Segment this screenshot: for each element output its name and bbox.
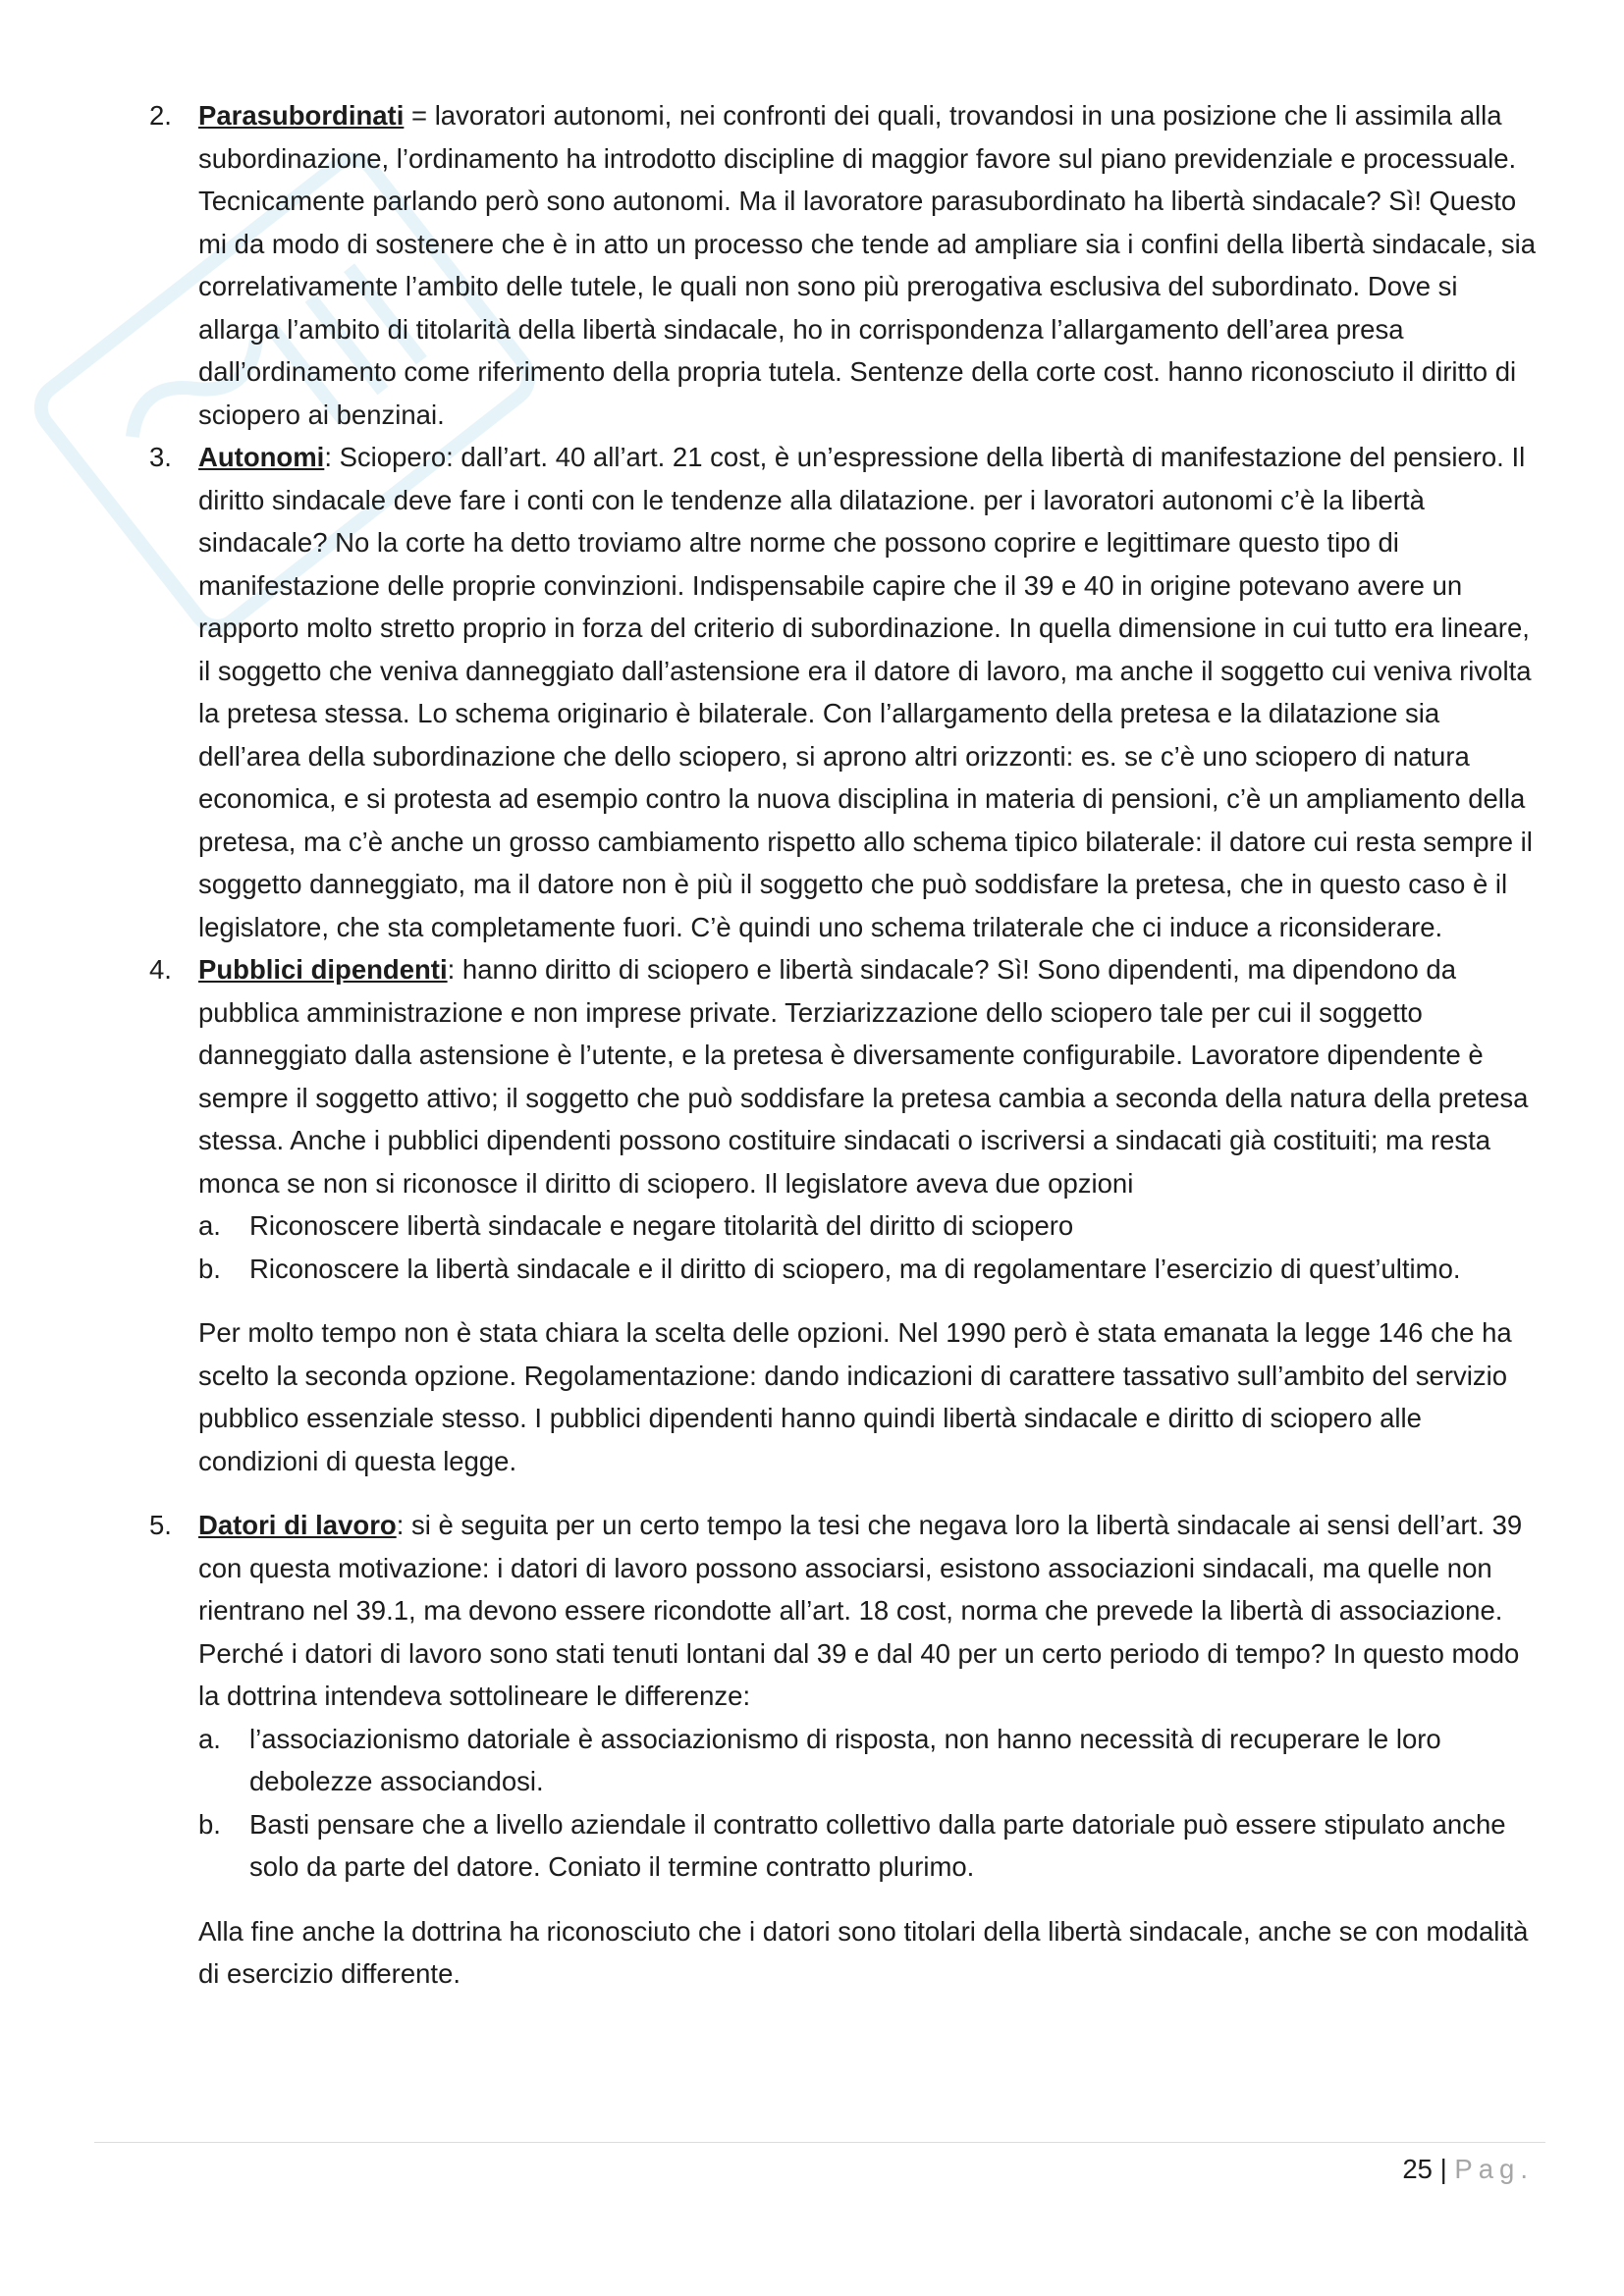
sub-item-letter: a. xyxy=(198,1210,221,1241)
item-text: : si è seguita per un certo tempo la tesi che negava loro la libertà sindacale ai sensi dell’art. 39 con questa motivazione: i datori di lavoro possono associarsi, esistono associazioni sindacali, ma quelle non rientrano nel 39.1, ma devono essere ricondotte all’art. 18 cost, norma che prevede la libertà di associazione. Perché i datori di lavoro sono stati tenuti lontani dal 39 e dal 40 per un certo periodo di tempo? In questo modo la dottrina intendeva sottolineare le differenze: xyxy=(198,1510,1523,1711)
list-item-autonomi xyxy=(149,436,1542,948)
sub-item-text: l’associazionismo datoriale è associazionismo di risposta, non hanno necessità di recuperare le loro debolezze associandosi. xyxy=(249,1723,1441,1796)
item-paragraph xyxy=(198,948,1542,1204)
sub-item xyxy=(198,1204,1542,1248)
footer-divider xyxy=(94,2142,1545,2143)
document-body xyxy=(149,94,1542,1996)
list-item-parasubordinati xyxy=(149,94,1542,436)
item-term: Datori di lavoro xyxy=(198,1510,397,1540)
page-number: 25 xyxy=(1402,2154,1433,2184)
item-term: Parasubordinati xyxy=(198,100,405,131)
footer-separator: | xyxy=(1439,2154,1447,2184)
item-number: 3. xyxy=(149,442,172,472)
item-paragraph xyxy=(198,436,1542,948)
list-item-pubblici-dipendenti xyxy=(149,948,1542,1204)
item-number: 5. xyxy=(149,1510,172,1540)
item-term: Autonomi xyxy=(198,442,325,472)
follow-paragraph: Per molto tempo non è stata chiara la scelta delle opzioni. Nel 1990 però è stata emanata la legge 146 che ha scelto la seconda opzione. Regolamentazione: dando indicazioni di carattere tassativo sull’ambito del servizio pubblico essenziale stesso. I pubblici dipendenti hanno quindi libertà sindacale e diritto di sciopero alle condizioni di questa legge. xyxy=(198,1317,1512,1476)
item-paragraph xyxy=(198,94,1542,436)
sub-item xyxy=(198,1718,1542,1803)
sub-item-letter: b. xyxy=(198,1253,221,1284)
sub-item xyxy=(198,1803,1542,1889)
item-paragraph xyxy=(198,1504,1542,1718)
sub-item xyxy=(198,1248,1542,1291)
follow-paragraph: Alla fine anche la dottrina ha riconosciuto che i datori sono titolari della libertà sindacale, anche se con modalità di esercizio differente. xyxy=(198,1915,1529,1989)
item-number: 2. xyxy=(149,100,172,131)
page-label: Pag. xyxy=(1454,2154,1534,2184)
sub-item-letter: b. xyxy=(198,1808,221,1840)
item-number: 4. xyxy=(149,954,172,985)
item-text: : hanno diritto di sciopero e libertà sindacale? Sì! Sono dipendenti, ma dipendono da pubblica amministrazione e non imprese private. Terziarizzazione dello sciopero tale per cui il soggetto danneggiato dalla astensione è l’utente, e la pretesa è diversamente configurabile. Lavoratore dipendente è sempre il soggetto attivo; il soggetto che può soddisfare la pretesa cambia a seconda della natura della pretesa stessa. Anche i pubblici dipendenti possono costituire sindacati o iscriversi a sindacati già costituiti; ma resta monca se non si riconosce il diritto di sciopero. Il legislatore aveva due opzioni xyxy=(198,954,1529,1199)
item-text: = lavoratori autonomi, nei confronti dei quali, trovandosi in una posizione che li assimila alla subordinazione, l’ordinamento ha introdotto discipline di maggior favore sul piano previdenziale e processuale. Tecnicamente parlando però sono autonomi. Ma il lavoratore parasubordinato ha libertà sindacale? Sì! Questo mi da modo di sostenere che è in atto un processo che tende ad ampliare sia i confini della libertà sindacale, sia correlativamente l’ambito delle tutele, le quali non sono più prerogativa esclusiva del subordinato. Dove si allarga l’ambito di titolarità della libertà sindacale, ho in corrispondenza l’allargamento dell’area presa dall’ordinamento come riferimento della propria tutela. Sentenze della corte cost. hanno riconosciuto il diritto di sciopero ai benzinai. xyxy=(198,100,1537,430)
sub-item-text: Riconoscere la libertà sindacale e il diritto di sciopero, ma di regolamentare l’esercizio di quest’ultimo. xyxy=(249,1253,1461,1284)
item-term: Pubblici dipendenti xyxy=(198,954,448,985)
sub-item-text: Basti pensare che a livello aziendale il contratto collettivo dalla parte datoriale può essere stipulato anche solo da parte del datore. Coniato il termine contratto plurimo. xyxy=(249,1808,1506,1882)
page-footer xyxy=(1402,2150,1534,2189)
item-text: : Sciopero: dall’art. 40 all’art. 21 cost, è un’espressione della libertà di manifestazione del pensiero. Il diritto sindacale deve fare i conti con le tendenze alla dilatazione. per i lavoratori autonomi c’è la libertà sindacale? No la corte ha detto troviamo altre norme che possono coprire e legittimare questo tipo di manifestazione delle proprie convinzioni. Indispensabile capire che il 39 e 40 in origine potevano avere un rapporto molto stretto proprio in forza del criterio di subordinazione. In quella dimensione in cui tutto era lineare, il soggetto che veniva danneggiato dall’astensione era il datore di lavoro, ma anche il soggetto cui veniva rivolta la pretesa stessa. Lo schema originario è bilaterale. Con l’allargamento della pretesa e la dilatazione sia dell’area della subordinazione che dello sciopero, si aprono altri orizzonti: es. se c’è uno sciopero di natura economica, e si protesta ad esempio contro la nuova disciplina in materia di pensioni, c’è un ampliamento della pretesa, ma c’è anche un grosso cambiamento rispetto allo schema tipico bilaterale: il datore cui resta sempre il soggetto danneggiato, ma il datore non è più il soggetto che può soddisfare la pretesa, che in questo caso è il legislatore, che sta completamente fuori. C’è quindi uno schema trilaterale che ci induce a riconsiderare. xyxy=(198,442,1533,942)
sub-item-text: Riconoscere libertà sindacale e negare titolarità del diritto di sciopero xyxy=(249,1210,1074,1241)
sub-item-letter: a. xyxy=(198,1723,221,1754)
list-item-datori-di-lavoro xyxy=(149,1504,1542,1718)
